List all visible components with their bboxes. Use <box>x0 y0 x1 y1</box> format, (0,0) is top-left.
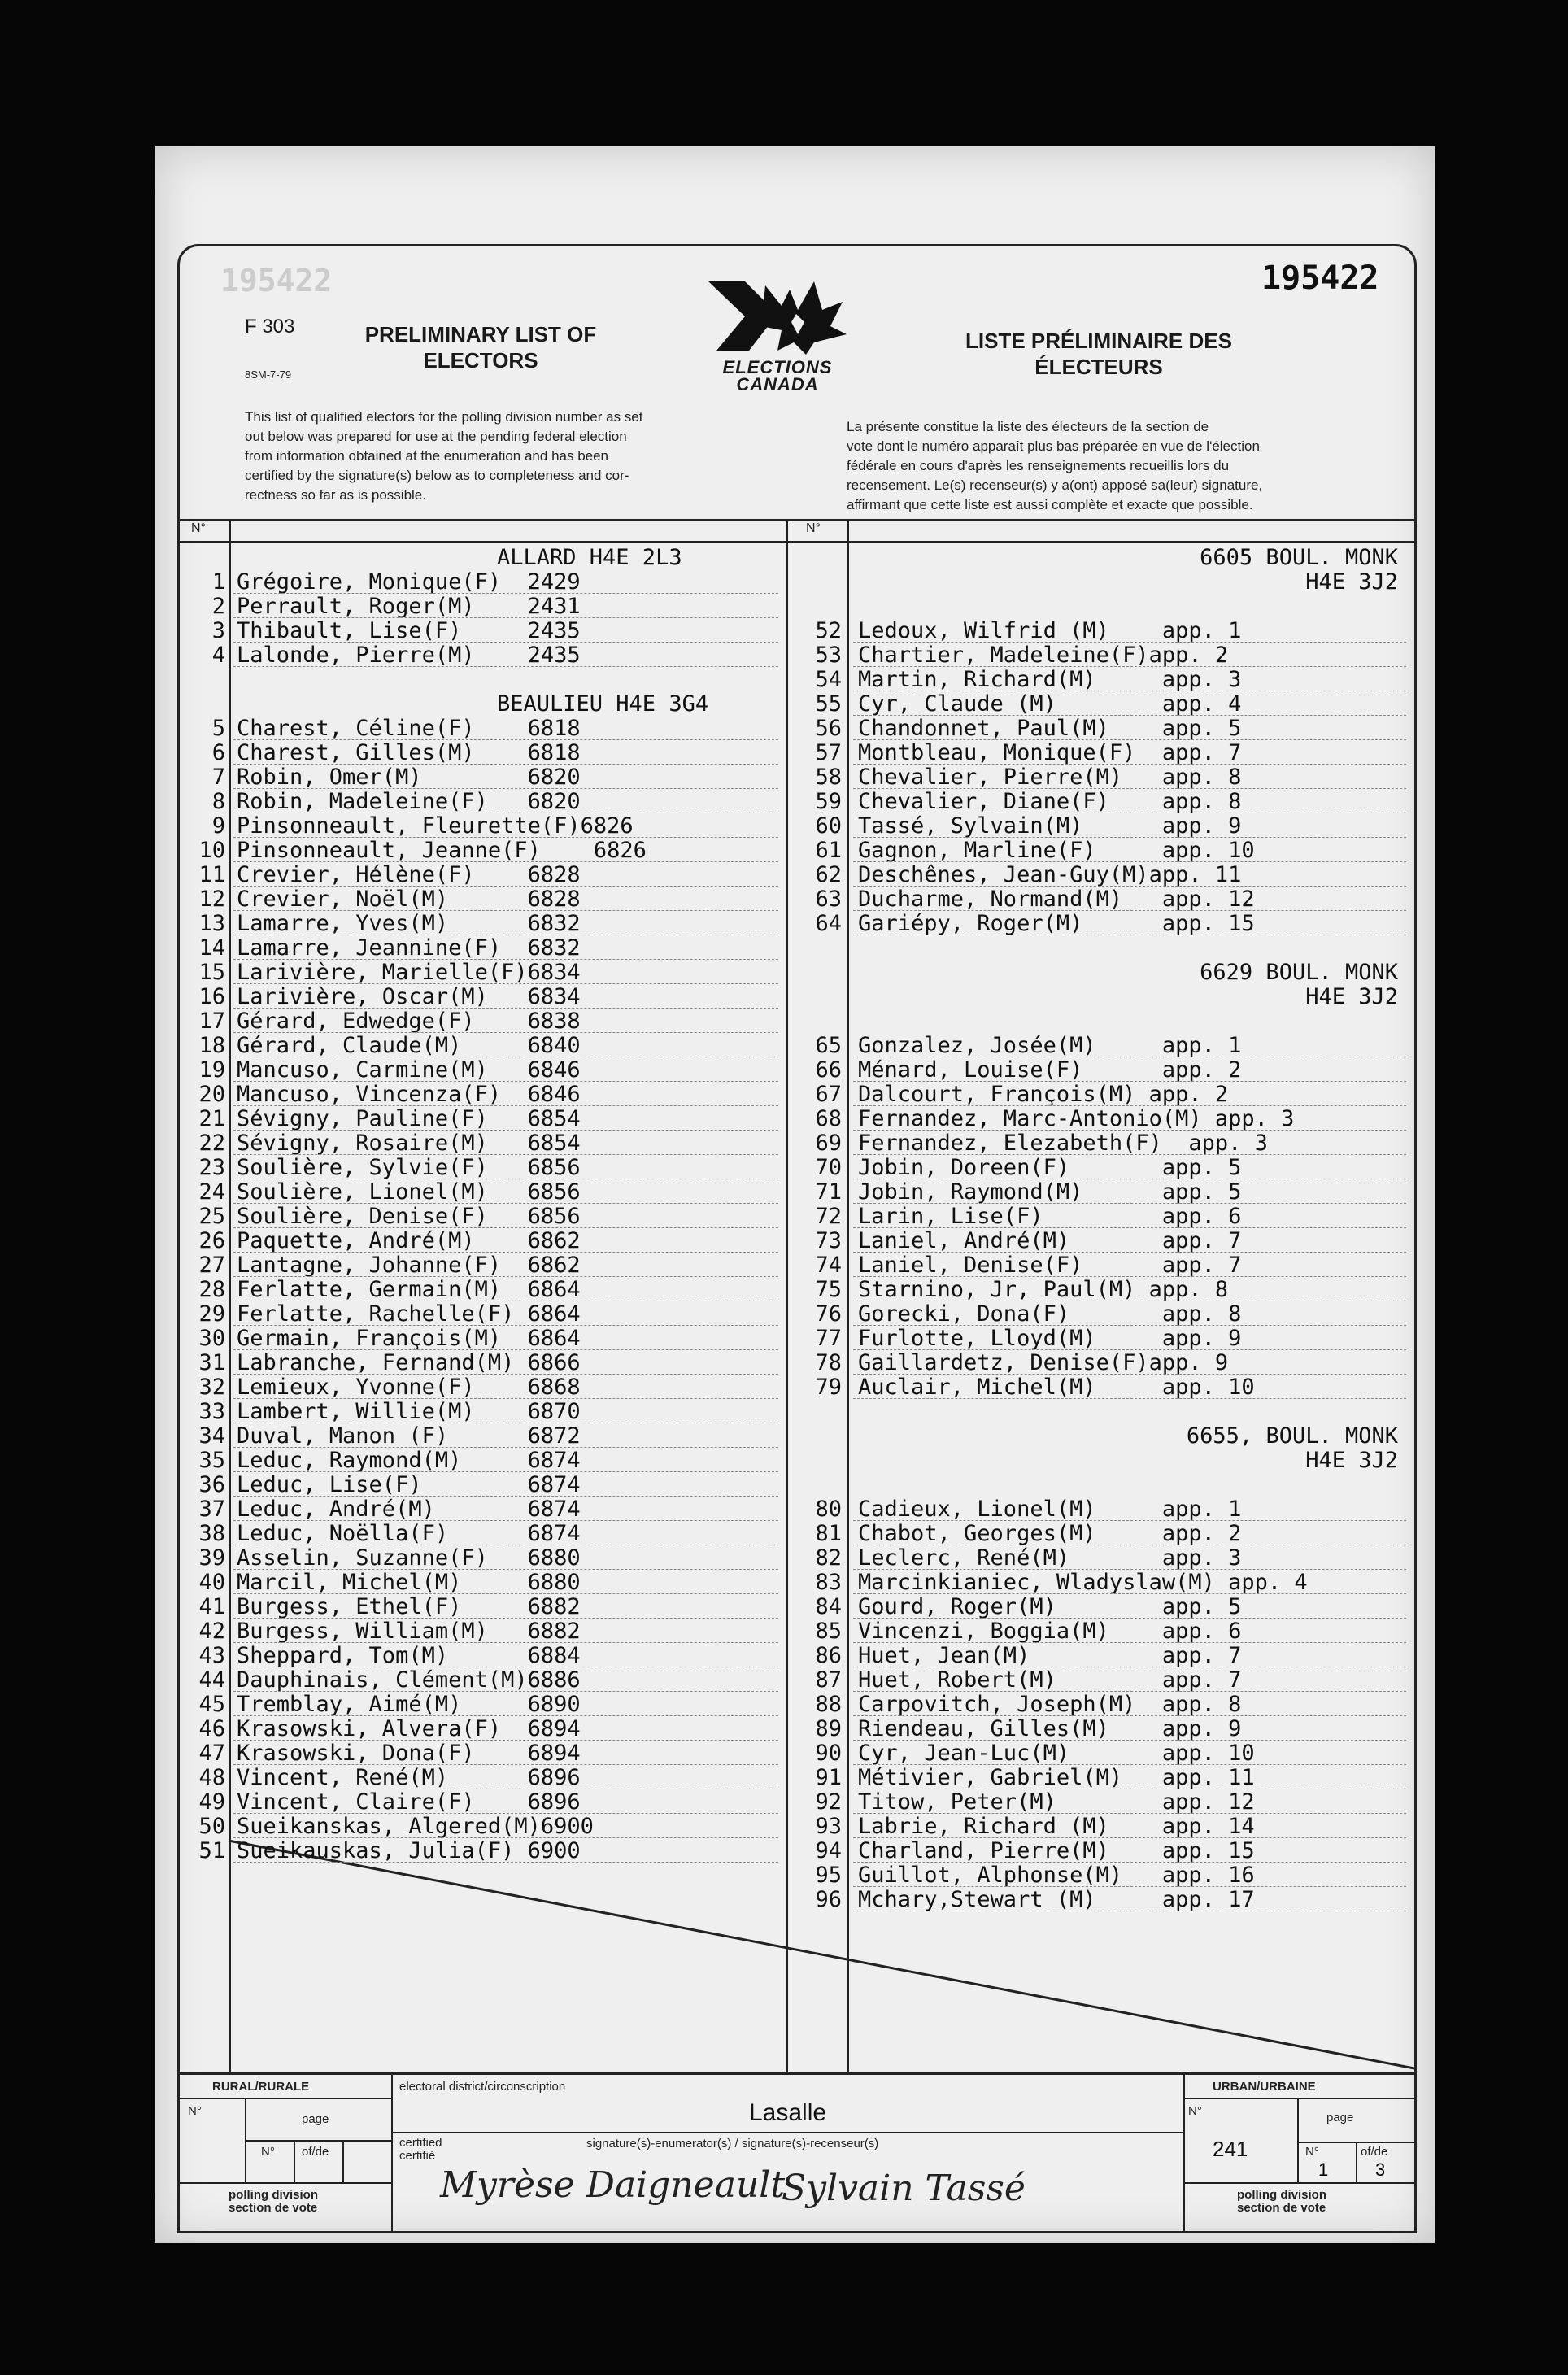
right-elector-number: 52 <box>815 618 842 643</box>
right-elector-number: 71 <box>815 1179 842 1205</box>
right-street-heading: H4E 3J2 <box>1305 984 1398 1009</box>
right-elector-number: 90 <box>815 1741 842 1766</box>
right-elector-entry: Guillot, Alphonse(M) app. 16 <box>858 1863 1255 1888</box>
right-elector-entry: Larin, Lise(F) app. 6 <box>858 1204 1242 1229</box>
right-elector-number: 95 <box>815 1863 842 1888</box>
left-elector-number: 45 <box>198 1692 225 1717</box>
right-elector-number: 81 <box>815 1521 842 1546</box>
right-elector-number: 57 <box>815 740 842 765</box>
left-elector-entry: Lambert, Willie(M) 6870 <box>237 1399 581 1424</box>
right-elector-entry: Gaillardetz, Denise(F)app. 9 <box>858 1350 1229 1375</box>
right-elector-number: 87 <box>815 1667 842 1693</box>
right-elector-number: 93 <box>815 1814 842 1839</box>
right-elector-entry: Chevalier, Pierre(M) app. 8 <box>858 765 1242 790</box>
left-elector-entry: Asselin, Suzanne(F) 6880 <box>237 1545 581 1571</box>
left-elector-entry: Gérard, Edwedge(F) 6838 <box>237 1009 581 1034</box>
form-frame <box>177 244 1417 2233</box>
left-elector-entry: Sueikanskas, Algered(M)6900 <box>237 1814 594 1839</box>
title-french-line1: LISTE PRÉLIMINAIRE DES <box>965 329 1232 353</box>
right-elector-number: 94 <box>815 1838 842 1863</box>
right-elector-entry: Jobin, Raymond(M) app. 5 <box>858 1179 1242 1205</box>
left-elector-entry: Sueikauskas, Julia(F) 6900 <box>237 1838 581 1863</box>
left-elector-number: 27 <box>198 1253 225 1278</box>
title-english-line1: PRELIMINARY LIST OF <box>364 322 597 346</box>
intro-french: La présente constitue la liste des électeurs de la section de vote dont le numéro apparaît plus bas préparée en vue de l'élection fédérale en cours d'après les renseignements recueillis lors du recensement. Le(s) recenseur(s) y a(ont) apposé sa(leur) signature, affirmant que cette liste est aussi complète et exacte que possible. <box>847 419 1263 512</box>
left-elector-number: 40 <box>198 1570 225 1595</box>
left-elector-number: 39 <box>198 1545 225 1571</box>
right-elector-number: 66 <box>815 1057 842 1083</box>
left-elector-number: 6 <box>211 740 225 765</box>
right-elector-entry: Gourd, Roger(M) app. 5 <box>858 1594 1242 1619</box>
form-code: F 303 <box>245 316 295 338</box>
serial-number: 195422 <box>1261 259 1379 297</box>
right-elector-number: 59 <box>815 789 842 814</box>
right-elector-number: 70 <box>815 1155 842 1180</box>
left-elector-number: 12 <box>198 887 225 912</box>
left-elector-entry: Mancuso, Vincenza(F) 6846 <box>237 1082 581 1107</box>
district-label: electoral district/circonscription <box>399 2080 566 2094</box>
right-elector-number: 86 <box>815 1643 842 1668</box>
left-elector-number: 9 <box>211 813 225 839</box>
left-elector-number: 31 <box>198 1350 225 1375</box>
right-elector-entry: Gonzalez, Josée(M) app. 1 <box>858 1033 1242 1058</box>
left-elector-entry: Charest, Céline(F) 6818 <box>237 716 581 741</box>
right-elector-entry: Starnino, Jr, Paul(M) app. 8 <box>858 1277 1229 1302</box>
right-elector-entry: Fernandez, Marc-Antonio(M) app. 3 <box>858 1106 1295 1131</box>
right-elector-number: 73 <box>815 1228 842 1253</box>
right-elector-entry: Vincenzi, Boggia(M) app. 6 <box>858 1619 1242 1644</box>
right-elector-number: 79 <box>815 1375 842 1400</box>
left-elector-number: 17 <box>198 1009 225 1034</box>
document-sheet <box>155 146 1435 2243</box>
right-elector-entry: Mchary,Stewart (M) app. 17 <box>858 1887 1255 1912</box>
urban-polling-number: 241 <box>1213 2137 1248 2161</box>
title-french <box>936 328 1261 380</box>
right-elector-entry: Tassé, Sylvain(M) app. 9 <box>858 813 1242 839</box>
signature-enumerator-2: Sylvain Tassé <box>782 2168 1026 2209</box>
left-elector-entry: Charest, Gilles(M) 6818 <box>237 740 581 765</box>
left-elector-number: 14 <box>198 935 225 961</box>
left-elector-number: 47 <box>198 1741 225 1766</box>
left-elector-entry: Krasowski, Dona(F) 6894 <box>237 1741 581 1766</box>
left-elector-entry: Soulière, Sylvie(F) 6856 <box>237 1155 581 1180</box>
left-elector-entry: Pinsonneault, Fleurette(F)6826 <box>237 813 634 839</box>
right-elector-number: 60 <box>815 813 842 839</box>
right-elector-number: 91 <box>815 1765 842 1790</box>
title-english-line2: ELECTORS <box>423 348 538 373</box>
right-elector-number: 84 <box>815 1594 842 1619</box>
right-elector-number: 61 <box>815 838 842 863</box>
right-elector-number: 72 <box>815 1204 842 1229</box>
right-elector-number: 92 <box>815 1789 842 1815</box>
right-elector-entry: Cyr, Claude (M) app. 4 <box>858 691 1242 717</box>
right-elector-number: 82 <box>815 1545 842 1571</box>
right-elector-number: 53 <box>815 643 842 668</box>
district-value: Lasalle <box>749 2099 827 2126</box>
left-elector-number: 26 <box>198 1228 225 1253</box>
urban-no-label: N° <box>1188 2104 1202 2118</box>
right-elector-entry: Gagnon, Marline(F) app. 10 <box>858 838 1255 863</box>
right-elector-entry: Chartier, Madeleine(F)app. 2 <box>858 643 1229 668</box>
right-elector-entry: Riendeau, Gilles(M) app. 9 <box>858 1716 1242 1741</box>
certified-label: certified certifié <box>399 2136 442 2163</box>
left-elector-entry: Crevier, Hélène(F) 6828 <box>237 862 581 887</box>
right-elector-number: 89 <box>815 1716 842 1741</box>
left-elector-number: 5 <box>211 716 225 741</box>
right-elector-entry: Leclerc, René(M) app. 3 <box>858 1545 1242 1571</box>
right-elector-number: 54 <box>815 667 842 692</box>
left-elector-number: 23 <box>198 1155 225 1180</box>
left-elector-entry: Vincent, Claire(F) 6896 <box>237 1789 581 1815</box>
left-elector-number: 35 <box>198 1448 225 1473</box>
left-elector-number: 4 <box>211 643 225 668</box>
left-street-heading: BEAULIEU H4E 3G4 <box>497 691 709 717</box>
right-elector-number: 80 <box>815 1497 842 1522</box>
left-elector-number: 43 <box>198 1643 225 1668</box>
left-elector-number: 51 <box>198 1838 225 1863</box>
left-elector-entry: Ferlatte, Rachelle(F) 6864 <box>237 1301 581 1327</box>
left-elector-entry: Lemieux, Yvonne(F) 6868 <box>237 1375 581 1400</box>
right-elector-entry: Montbleau, Monique(F) app. 7 <box>858 740 1242 765</box>
maple-leaf-x-icon <box>700 277 855 359</box>
left-elector-number: 3 <box>211 618 225 643</box>
right-elector-number: 65 <box>815 1033 842 1058</box>
right-elector-entry: Auclair, Michel(M) app. 10 <box>858 1375 1255 1400</box>
right-elector-entry: Chandonnet, Paul(M) app. 5 <box>858 716 1242 741</box>
logo-text-line2: CANADA <box>736 374 819 394</box>
left-elector-entry: Tremblay, Aimé(M) 6890 <box>237 1692 581 1717</box>
left-elector-entry: Lamarre, Jeannine(F) 6832 <box>237 935 581 961</box>
left-row-guideline <box>233 1862 778 1863</box>
right-street-heading: 6629 BOUL. MONK <box>1200 960 1398 985</box>
left-elector-number: 13 <box>198 911 225 936</box>
left-elector-number: 48 <box>198 1765 225 1790</box>
elections-canada-logo <box>700 277 855 394</box>
right-elector-entry: Chabot, Georges(M) app. 2 <box>858 1521 1242 1546</box>
urban-label: URBAN/URBAINE <box>1213 2080 1316 2094</box>
right-elector-number: 68 <box>815 1106 842 1131</box>
right-elector-entry: Laniel, Denise(F) app. 7 <box>858 1253 1242 1278</box>
left-street-heading: ALLARD H4E 2L3 <box>497 545 682 570</box>
right-elector-entry: Cyr, Jean-Luc(M) app. 10 <box>858 1741 1255 1766</box>
urban-page-label: page <box>1326 2111 1354 2124</box>
left-elector-number: 42 <box>198 1619 225 1644</box>
right-elector-entry: Jobin, Doreen(F) app. 5 <box>858 1155 1242 1180</box>
left-elector-number: 32 <box>198 1375 225 1400</box>
title-english <box>342 321 619 373</box>
right-elector-entry: Laniel, André(M) app. 7 <box>858 1228 1242 1253</box>
rural-page-label: page <box>302 2112 329 2126</box>
left-elector-entry: Crevier, Noël(M) 6828 <box>237 887 581 912</box>
rural-page-of-label: of/de <box>302 2145 329 2159</box>
left-elector-entry: Vincent, René(M) 6896 <box>237 1765 581 1790</box>
left-elector-entry: Thibault, Lise(F) 2435 <box>237 618 581 643</box>
left-elector-number: 2 <box>211 594 225 619</box>
rural-polling-division: polling division section de vote <box>229 2188 318 2215</box>
right-elector-entry: Charland, Pierre(M) app. 15 <box>858 1838 1255 1863</box>
ghost-serial-number: 195422 <box>220 263 333 299</box>
right-elector-number: 78 <box>815 1350 842 1375</box>
right-elector-entry: Huet, Robert(M) app. 7 <box>858 1667 1242 1693</box>
left-row-guideline <box>233 666 778 667</box>
right-elector-entry: Ducharme, Normand(M) app. 12 <box>858 887 1255 912</box>
left-elector-number: 1 <box>211 569 225 595</box>
left-elector-entry: Leduc, Lise(F) 6874 <box>237 1472 581 1497</box>
right-elector-entry: Marcinkianiec, Wladyslaw(M) app. 4 <box>858 1570 1308 1595</box>
urban-page-total: 3 <box>1375 2159 1386 2180</box>
right-elector-number: 56 <box>815 716 842 741</box>
right-street-heading: H4E 3J2 <box>1305 569 1398 595</box>
left-elector-number: 46 <box>198 1716 225 1741</box>
left-elector-entry: Robin, Omer(M) 6820 <box>237 765 581 790</box>
left-elector-entry: Soulière, Lionel(M) 6856 <box>237 1179 581 1205</box>
left-elector-number: 30 <box>198 1326 225 1351</box>
left-elector-number: 19 <box>198 1057 225 1083</box>
left-elector-number: 16 <box>198 984 225 1009</box>
right-elector-entry: Gariépy, Roger(M) app. 15 <box>858 911 1255 936</box>
left-elector-entry: Burgess, Ethel(F) 6882 <box>237 1594 581 1619</box>
left-elector-entry: Labranche, Fernand(M) 6866 <box>237 1350 581 1375</box>
right-elector-number: 83 <box>815 1570 842 1595</box>
right-elector-number: 69 <box>815 1131 842 1156</box>
left-elector-entry: Larivière, Oscar(M) 6834 <box>237 984 581 1009</box>
left-elector-entry: Leduc, André(M) 6874 <box>237 1497 581 1522</box>
right-elector-entry: Gorecki, Dona(F) app. 8 <box>858 1301 1242 1327</box>
signature-label: signature(s)-enumerator(s) / signature(s)-recenseur(s) <box>586 2137 879 2151</box>
table-header-rule <box>180 541 1414 543</box>
right-elector-entry: Ménard, Louise(F) app. 2 <box>858 1057 1242 1083</box>
left-elector-number: 7 <box>211 765 225 790</box>
left-elector-number: 24 <box>198 1179 225 1205</box>
left-elector-number: 49 <box>198 1789 225 1815</box>
left-elector-number: 18 <box>198 1033 225 1058</box>
left-elector-entry: Grégoire, Monique(F) 2429 <box>237 569 581 595</box>
left-elector-entry: Krasowski, Alvera(F) 6894 <box>237 1716 581 1741</box>
right-elector-entry: Cadieux, Lionel(M) app. 1 <box>858 1497 1242 1522</box>
left-elector-entry: Soulière, Denise(F) 6856 <box>237 1204 581 1229</box>
left-elector-entry: Perrault, Roger(M) 2431 <box>237 594 581 619</box>
right-elector-number: 88 <box>815 1692 842 1717</box>
intro-english: This list of qualified electors for the polling division number as set out below was prepared for use at the pending federal election from information obtained at the enumeration and has been certified by the signature(s) below as to completeness and cor- rectness so far as is possible. <box>245 409 643 503</box>
left-elector-number: 22 <box>198 1131 225 1156</box>
right-elector-entry: Labrie, Richard (M) app. 14 <box>858 1814 1255 1839</box>
right-elector-entry: Métivier, Gabriel(M) app. 11 <box>858 1765 1255 1790</box>
right-elector-entry: Dalcourt, François(M) app. 2 <box>858 1082 1229 1107</box>
right-elector-entry: Titow, Peter(M) app. 12 <box>858 1789 1255 1815</box>
right-elector-number: 58 <box>815 765 842 790</box>
title-french-line2: ÉLECTEURS <box>1034 355 1163 379</box>
right-elector-entry: Chevalier, Diane(F) app. 8 <box>858 789 1242 814</box>
right-elector-entry: Deschênes, Jean-Guy(M)app. 11 <box>858 862 1242 887</box>
rural-label: RURAL/RURALE <box>212 2080 310 2094</box>
left-elector-entry: Larivière, Marielle(F)6834 <box>237 960 581 985</box>
urban-page-of-label: of/de <box>1361 2145 1388 2159</box>
left-elector-number: 21 <box>198 1106 225 1131</box>
left-elector-number: 41 <box>198 1594 225 1619</box>
right-elector-entry: Martin, Richard(M) app. 3 <box>858 667 1242 692</box>
urban-page-number: 1 <box>1318 2159 1329 2180</box>
right-street-heading: 6605 BOUL. MONK <box>1200 545 1398 570</box>
left-elector-number: 44 <box>198 1667 225 1693</box>
right-elector-number: 55 <box>815 691 842 717</box>
form-footer <box>180 2075 1414 2231</box>
left-elector-entry: Gérard, Claude(M) 6840 <box>237 1033 581 1058</box>
left-elector-entry: Lantagne, Johanne(F) 6862 <box>237 1253 581 1278</box>
right-elector-entry: Huet, Jean(M) app. 7 <box>858 1643 1242 1668</box>
left-elector-number: 10 <box>198 838 225 863</box>
no-column-header-right: N° <box>806 521 821 535</box>
left-elector-entry: Sheppard, Tom(M) 6884 <box>237 1643 581 1668</box>
left-elector-entry: Mancuso, Carmine(M) 6846 <box>237 1057 581 1083</box>
table-top-rule <box>180 519 1414 521</box>
no-column-header-left: N° <box>191 521 206 535</box>
right-elector-entry: Fernandez, Elezabeth(F) app. 3 <box>858 1131 1268 1156</box>
right-elector-entry: Carpovitch, Joseph(M) app. 8 <box>858 1692 1242 1717</box>
left-elector-entry: Pinsonneault, Jeanne(F) 6826 <box>237 838 647 863</box>
right-elector-number: 75 <box>815 1277 842 1302</box>
rural-page-no-label: N° <box>261 2145 275 2159</box>
left-elector-number: 36 <box>198 1472 225 1497</box>
left-elector-number: 34 <box>198 1423 225 1449</box>
right-elector-number: 76 <box>815 1301 842 1327</box>
left-elector-number: 20 <box>198 1082 225 1107</box>
logo-text-line1: ELECTIONS <box>722 357 833 377</box>
right-elector-number: 63 <box>815 887 842 912</box>
left-elector-entry: Marcil, Michel(M) 6880 <box>237 1570 581 1595</box>
left-elector-entry: Lalonde, Pierre(M) 2435 <box>237 643 581 668</box>
left-elector-entry: Robin, Madeleine(F) 6820 <box>237 789 581 814</box>
right-elector-number: 85 <box>815 1619 842 1644</box>
left-elector-entry: Lamarre, Yves(M) 6832 <box>237 911 581 936</box>
left-elector-number: 50 <box>198 1814 225 1839</box>
right-elector-entry: Furlotte, Lloyd(M) app. 9 <box>858 1326 1242 1351</box>
right-row-guideline <box>853 1398 1406 1399</box>
urban-polling-division: polling division section de vote <box>1237 2188 1326 2215</box>
left-elector-number: 38 <box>198 1521 225 1546</box>
left-elector-entry: Sévigny, Pauline(F) 6854 <box>237 1106 581 1131</box>
right-elector-number: 67 <box>815 1082 842 1107</box>
right-street-heading: H4E 3J2 <box>1305 1448 1398 1473</box>
left-elector-number: 11 <box>198 862 225 887</box>
right-elector-number: 74 <box>815 1253 842 1278</box>
right-elector-number: 62 <box>815 862 842 887</box>
left-elector-number: 8 <box>211 789 225 814</box>
left-elector-entry: Ferlatte, Germain(M) 6864 <box>237 1277 581 1302</box>
left-elector-number: 33 <box>198 1399 225 1424</box>
urban-page-no-label: N° <box>1305 2145 1319 2159</box>
form-date: 8SM-7-79 <box>245 368 292 381</box>
left-elector-entry: Germain, François(M) 6864 <box>237 1326 581 1351</box>
left-elector-number: 28 <box>198 1277 225 1302</box>
left-elector-number: 29 <box>198 1301 225 1327</box>
left-elector-entry: Sévigny, Rosaire(M) 6854 <box>237 1131 581 1156</box>
left-elector-entry: Leduc, Noëlla(F) 6874 <box>237 1521 581 1546</box>
signature-enumerator-1: Myrèse Daigneault <box>440 2164 786 2206</box>
left-elector-entry: Burgess, William(M) 6882 <box>237 1619 581 1644</box>
right-street-heading: 6655, BOUL. MONK <box>1186 1423 1398 1449</box>
left-elector-entry: Duval, Manon (F) 6872 <box>237 1423 581 1449</box>
right-elector-number: 96 <box>815 1887 842 1912</box>
left-elector-number: 25 <box>198 1204 225 1229</box>
left-elector-entry: Paquette, André(M) 6862 <box>237 1228 581 1253</box>
left-elector-entry: Dauphinais, Clément(M)6886 <box>237 1667 581 1693</box>
right-elector-entry: Ledoux, Wilfrid (M) app. 1 <box>858 618 1242 643</box>
left-elector-entry: Leduc, Raymond(M) 6874 <box>237 1448 581 1473</box>
left-elector-number: 37 <box>198 1497 225 1522</box>
right-elector-number: 64 <box>815 911 842 936</box>
right-elector-number: 77 <box>815 1326 842 1351</box>
left-elector-number: 15 <box>198 960 225 985</box>
rural-no-label: N° <box>188 2104 202 2118</box>
